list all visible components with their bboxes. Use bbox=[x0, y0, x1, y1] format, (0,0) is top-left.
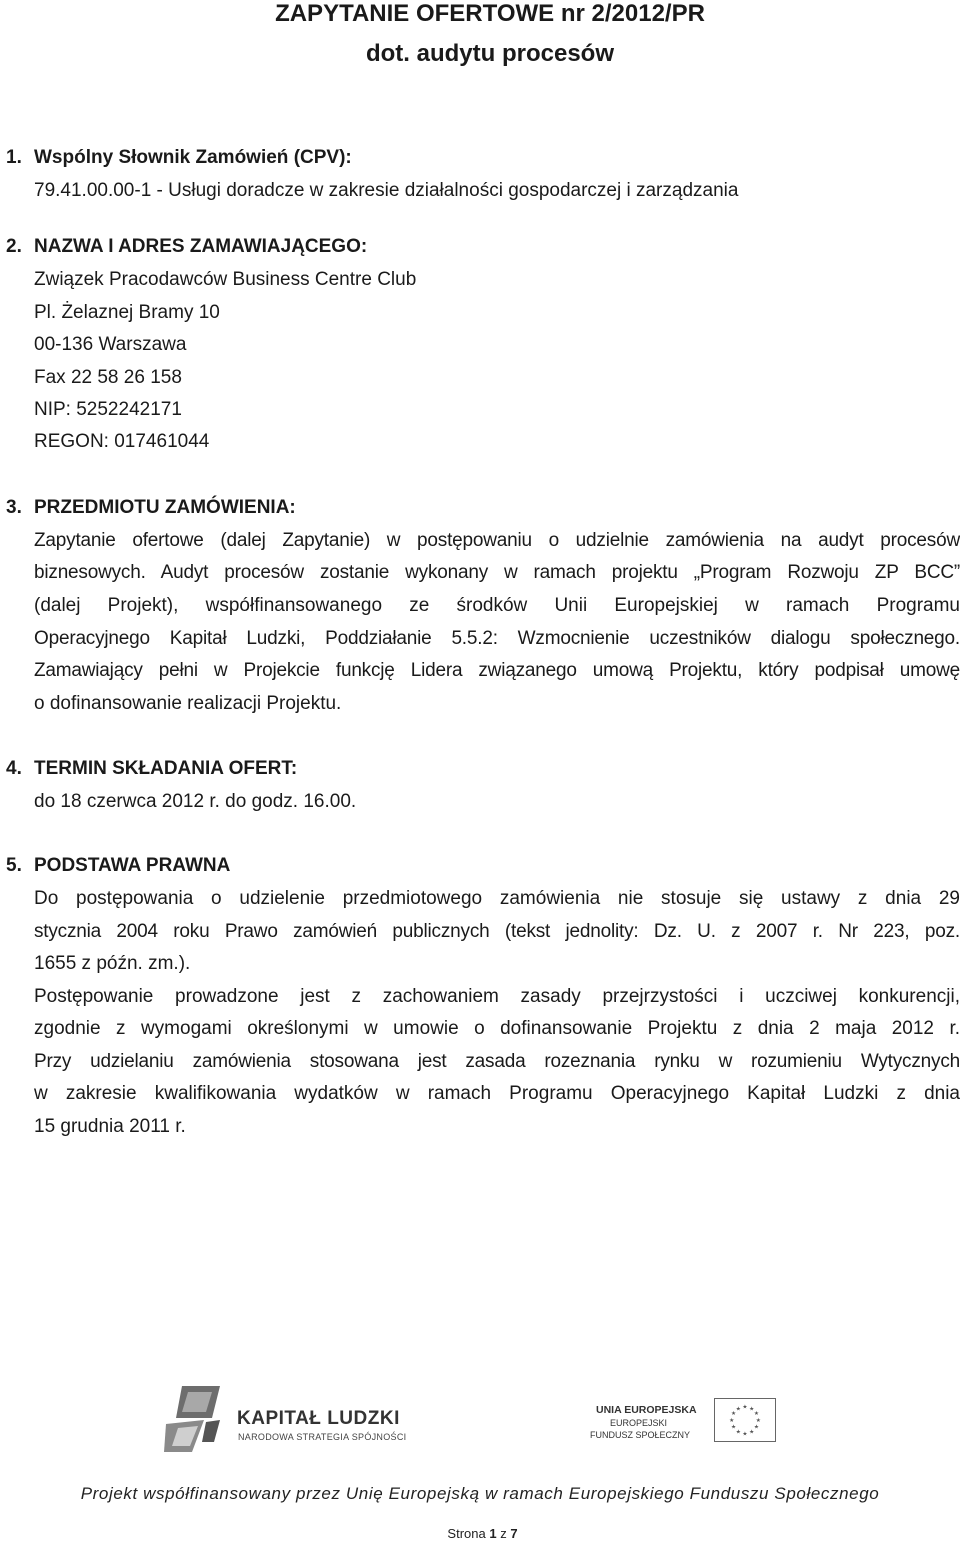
svg-text:★: ★ bbox=[735, 1406, 741, 1413]
svg-text:★: ★ bbox=[735, 1429, 741, 1436]
paragraph-line: Zamawiający pełni w Projekcie funkcję Lidera związanego umową Projektu, który podpisał umowę bbox=[34, 660, 960, 681]
eu-logo-line1: UNIA EUROPEJSKA bbox=[596, 1404, 697, 1416]
svg-text:★: ★ bbox=[742, 1404, 748, 1411]
page-number: Strona 1 z 7 bbox=[447, 1526, 518, 1541]
deadline-text: do 18 czerwca 2012 r. do godz. 16.00. bbox=[34, 791, 357, 812]
paragraph-line: Przy udzielaniu zamówienia stosowana jest zasada rozeznania rynku w rozumieniu Wytycznych bbox=[34, 1051, 960, 1072]
eu-flag-icon bbox=[714, 1398, 776, 1442]
svg-text:★: ★ bbox=[749, 1429, 755, 1436]
eu-logo-line2: EUROPEJSKI bbox=[610, 1418, 668, 1428]
paragraph-line: Postępowanie prowadzone jest z zachowaniem zasady przejrzystości i uczciwej konkurencji, bbox=[34, 986, 960, 1007]
kapital-ludzki-title: KAPITAŁ LUDZKI bbox=[237, 1408, 400, 1429]
kapital-ludzki-emblem-icon bbox=[162, 1384, 222, 1454]
svg-text:★: ★ bbox=[749, 1406, 755, 1413]
section-heading: 3. PRZEDMIOTU ZAMÓWIENIA: bbox=[6, 497, 296, 518]
eu-logo-line3: FUNDUSZ SPOŁECZNY bbox=[590, 1430, 691, 1440]
document-title: ZAPYTANIE OFERTOWE nr 2/2012/PR bbox=[275, 0, 705, 27]
paragraph-line: stycznia 2004 roku Prawo zamówień publicznych (tekst jednolity: Dz. U. z 2007 r. Nr 223, poz. bbox=[34, 921, 960, 942]
paragraph-line: Zapytanie ofertowe (dalej Zapytanie) w postępowaniu o udzielnie zamówienia na audyt procesów bbox=[34, 530, 960, 551]
svg-text:★: ★ bbox=[753, 1424, 760, 1431]
section-heading: 2. NAZWA I ADRES ZAMAWIAJĄCEGO: bbox=[6, 236, 368, 257]
eu-logo bbox=[588, 1398, 788, 1448]
paragraph-line: Operacyjnego Kapitał Ludzki, Poddziałanie 5.5.2: Wzmocnienie uczestników dialogu społecznego. bbox=[34, 628, 960, 649]
svg-text:★: ★ bbox=[730, 1424, 737, 1431]
regon: REGON: 017461044 bbox=[34, 431, 210, 452]
section-heading: 5. PODSTAWA PRAWNA bbox=[6, 855, 231, 876]
address-street: Pl. Żelaznej Bramy 10 bbox=[34, 302, 220, 323]
paragraph-line: 1655 z późn. zm.). bbox=[34, 953, 191, 974]
cofinancing-note: Projekt współfinansowany przez Unię Europejską w ramach Europejskiego Funduszu Społecznego bbox=[80, 1484, 880, 1503]
section-heading: 1. Wspólny Słownik Zamówień (CPV): bbox=[6, 147, 352, 168]
document-subtitle: dot. audytu procesów bbox=[365, 40, 614, 67]
svg-text:★: ★ bbox=[742, 1431, 748, 1438]
paragraph-line: biznesowych. Audyt procesów zostanie wykonany w ramach projektu „Program Rozwoju ZP BCC” bbox=[34, 562, 960, 583]
paragraph-line: Do postępowania o udzielenie przedmiotowego zamówienia nie stosuje się ustawy z dnia 29 bbox=[34, 888, 960, 909]
svg-text:★: ★ bbox=[730, 1411, 737, 1418]
org-name: Związek Pracodawców Business Centre Club bbox=[34, 269, 417, 290]
section-heading: 4. TERMIN SKŁADANIA OFERT: bbox=[6, 758, 298, 779]
paragraph-line: o dofinansowanie realizacji Projektu. bbox=[34, 693, 342, 714]
kapital-ludzki-subtitle: NARODOWA STRATEGIA SPÓJNOŚCI bbox=[238, 1432, 407, 1442]
svg-text:★: ★ bbox=[729, 1417, 735, 1424]
nip: NIP: 5252242171 bbox=[34, 399, 182, 420]
paragraph-line: (dalej Projekt), współfinansowanego ze środków Unii Europejskiej w ramach Programu bbox=[34, 595, 960, 616]
fax: Fax 22 58 26 158 bbox=[34, 367, 182, 388]
paragraph-line: 15 grudnia 2011 r. bbox=[34, 1116, 186, 1137]
svg-text:★: ★ bbox=[753, 1411, 760, 1418]
kapital-ludzki-logo bbox=[162, 1384, 462, 1454]
cpv-code: 79.41.00.00-1 - Usługi doradcze w zakresie działalności gospodarczej i zarządzania bbox=[34, 180, 739, 201]
svg-text:★: ★ bbox=[755, 1417, 761, 1424]
paragraph-line: zgodnie z wymogami określonymi w umowie o dofinansowanie Projektu z dnia 2 maja 2012 r. bbox=[34, 1018, 960, 1039]
paragraph-line: w zakresie kwalifikowania wydatków w ramach Programu Operacyjnego Kapitał Ludzki z dnia bbox=[34, 1083, 960, 1104]
address-city: 00-136 Warszawa bbox=[34, 334, 187, 355]
